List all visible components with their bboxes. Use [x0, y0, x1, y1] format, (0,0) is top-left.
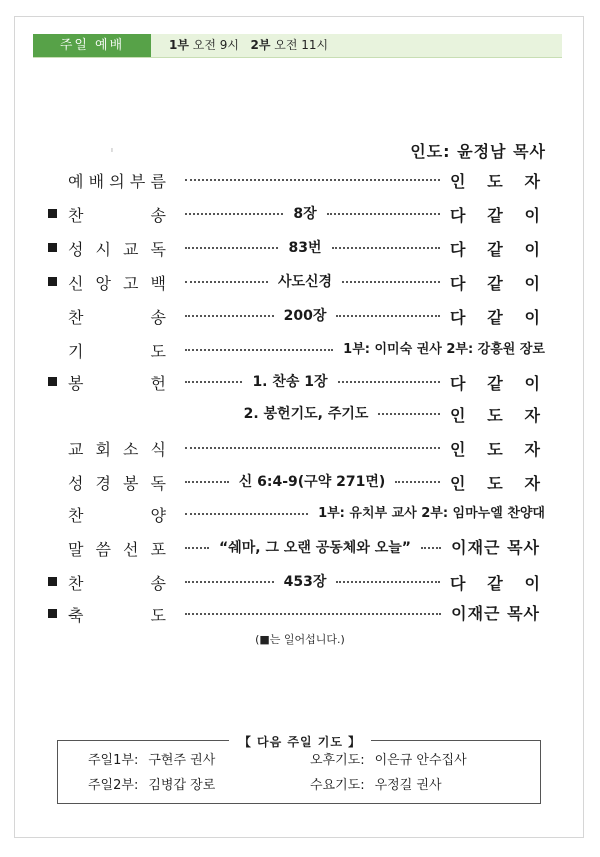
order-item-leader-char: 이	[524, 373, 540, 393]
prayer-entry-label: 주일2부:	[88, 778, 139, 793]
order-item-leader-char: 같	[487, 373, 503, 393]
order-item-leader-char: 같	[487, 307, 503, 327]
order-item-leader: 1부: 유치부 교사 2부: 임마누엘 찬양대	[318, 506, 545, 521]
order-row	[0, 163, 600, 197]
order-row	[0, 231, 600, 265]
order-item-leader-char: 같	[487, 273, 503, 293]
order-item-name-char: 도	[150, 605, 166, 625]
prayer-entry	[88, 752, 215, 770]
order-row	[0, 597, 600, 631]
dotted-leader	[185, 213, 283, 215]
order-item-name-char: 고	[123, 273, 139, 293]
order-item-name-char: 송	[150, 205, 166, 225]
order-item-leader	[450, 365, 540, 399]
prayer-entry-label: 오후기도:	[310, 753, 365, 768]
order-item-name-char: 백	[150, 273, 166, 293]
order-item-name	[68, 465, 166, 499]
order-item-leader-char: 다	[450, 373, 466, 393]
order-item-name	[68, 163, 166, 197]
order-item-leader-char: 자	[524, 405, 540, 425]
order-item-leader	[450, 465, 540, 499]
order-item-leader: 이재근 목사	[451, 538, 540, 557]
order-item-name-char: 기	[68, 341, 84, 361]
order-item-leader-char: 다	[450, 573, 466, 593]
part1-time: 오전 9시	[192, 38, 240, 52]
order-item-leader-char: 이	[524, 573, 540, 593]
order-item-leader-char: 자	[524, 439, 540, 459]
order-item-leader-char: 이	[524, 205, 540, 225]
order-item-leader	[450, 299, 540, 333]
order-item-leader-char: 인	[450, 473, 466, 493]
order-item-leader-char: 같	[487, 205, 503, 225]
order-item-detail: 83번	[288, 240, 322, 256]
order-item-name	[68, 365, 166, 399]
order-item-name-char: 포	[150, 539, 166, 559]
order-item-name	[68, 497, 166, 531]
order-item-name-char: 신	[68, 273, 84, 293]
prayer-entry	[310, 752, 467, 770]
prayer-title	[0, 731, 600, 750]
order-item-leader-char: 도	[487, 439, 503, 459]
order-item-name-char: 찬	[68, 205, 84, 225]
dotted-leader	[185, 179, 440, 181]
order-item-detail: 사도신경	[277, 274, 333, 290]
order-item-name-char: 예	[68, 171, 84, 191]
prayer-entry-value: 김병갑 장로	[148, 778, 216, 793]
order-item-leader-char: 이	[524, 239, 540, 259]
order-item-name-char: 시	[95, 239, 111, 259]
standing-bullet	[48, 377, 57, 386]
order-item-name-char: 양	[150, 505, 166, 525]
order-item-leader-char: 이	[524, 307, 540, 327]
order-item-leader	[450, 197, 540, 231]
order-item-leader-char: 같	[487, 239, 503, 259]
leader-line: 인도: 윤정남 목사	[410, 142, 546, 161]
order-item-name	[68, 265, 166, 299]
order-item-detail: 8장	[293, 206, 317, 222]
order-row	[0, 265, 600, 299]
order-item-leader-char: 다	[450, 307, 466, 327]
order-item-name-char: 도	[150, 341, 166, 361]
order-item-leader-char: 도	[487, 171, 503, 191]
order-item-name-char: 경	[95, 473, 111, 493]
order-item-name-char: 찬	[68, 505, 84, 525]
part1-label: 1부	[169, 38, 189, 52]
dotted-leader	[185, 447, 440, 449]
part2-time: 오전 11시	[274, 38, 329, 52]
order-item-name-char: 봉	[68, 373, 84, 393]
order-item-name-char: 송	[150, 307, 166, 327]
part2-label: 2부	[250, 38, 271, 52]
service-title: 주일 예배	[33, 34, 151, 57]
order-item-name-char: 독	[150, 239, 166, 259]
order-item-leader-char: 인	[450, 171, 466, 191]
stray-mark: ı	[111, 146, 113, 154]
order-item-name	[68, 299, 166, 333]
order-item-name-char: 말	[68, 539, 84, 559]
dotted-leader	[185, 613, 441, 615]
dotted-leader	[185, 481, 229, 483]
standing-bullet	[48, 609, 57, 618]
prayer-entry-label: 주일1부:	[88, 753, 139, 768]
prayer-entry	[88, 777, 215, 795]
order-item-detail: 2. 봉헌기도, 주기도	[243, 406, 369, 422]
order-item-leader-char: 같	[487, 573, 503, 593]
order-item-name-char: 회	[95, 439, 111, 459]
order-item-name	[68, 231, 166, 265]
order-item-name-char: 독	[150, 473, 166, 493]
order-item-name	[68, 197, 166, 231]
order-item-name-char: 소	[123, 439, 139, 459]
dotted-leader	[327, 213, 440, 215]
order-item-name-char: 성	[68, 473, 84, 493]
standing-bullet	[48, 209, 57, 218]
order-item-name-char: 교	[123, 239, 139, 259]
prayer-entry-value: 이은규 안수집사	[374, 753, 467, 768]
order-item-leader-char: 다	[450, 205, 466, 225]
order-row	[0, 397, 600, 431]
dotted-leader	[336, 315, 440, 317]
order-item-name	[68, 597, 166, 631]
prayer-entry-value: 구현주 권사	[148, 753, 216, 768]
prayer-entry-label: 수요기도:	[310, 778, 365, 793]
order-item-name-char: 찬	[68, 307, 84, 327]
order-item-name-char: 의	[109, 171, 125, 191]
order-item-leader-char: 인	[450, 405, 466, 425]
order-row	[0, 333, 600, 367]
order-item-leader	[450, 163, 540, 197]
order-item-name-char: 봉	[123, 473, 139, 493]
order-item-leader-char: 도	[487, 473, 503, 493]
standing-bullet	[48, 243, 57, 252]
dotted-leader	[338, 381, 440, 383]
dotted-leader	[378, 413, 440, 415]
order-item-name	[68, 431, 166, 465]
order-row	[0, 465, 600, 499]
dotted-leader	[185, 315, 274, 317]
order-item-name-char: 성	[68, 239, 84, 259]
header-bar	[33, 34, 562, 58]
dotted-leader	[185, 513, 308, 515]
order-row	[0, 299, 600, 333]
order-item-leader: 이재근 목사	[451, 604, 540, 623]
order-item-detail: 1. 찬송 1장	[252, 374, 328, 390]
order-item-name-char: 름	[150, 171, 166, 191]
order-item-name	[68, 531, 166, 565]
order-item-detail: 200장	[283, 308, 327, 324]
standing-note: (■는 일어섭니다.)	[255, 633, 345, 646]
dotted-leader	[185, 349, 333, 351]
order-item-leader: 1부: 이미숙 권사 2부: 강흥원 장로	[343, 342, 545, 357]
order-item-name-char: 식	[150, 439, 166, 459]
dotted-leader	[395, 481, 440, 483]
order-row	[0, 197, 600, 231]
dotted-leader	[185, 247, 278, 249]
order-row	[0, 531, 600, 565]
order-item-leader	[450, 265, 540, 299]
order-item-name-char: 축	[68, 605, 84, 625]
order-item-leader	[450, 431, 540, 465]
order-item-detail: “쉐마, 그 오랜 공동체와 오늘”	[219, 540, 411, 556]
order-item-leader-char: 다	[450, 239, 466, 259]
dotted-leader	[185, 547, 209, 549]
order-item-name-char: 앙	[95, 273, 111, 293]
dotted-leader	[185, 581, 274, 583]
order-item-name-char: 교	[68, 439, 84, 459]
prayer-entry	[310, 777, 442, 795]
order-item-leader-char: 다	[450, 273, 466, 293]
order-item-name-char: 송	[150, 573, 166, 593]
dotted-leader	[342, 281, 440, 283]
order-item-detail: 신 6:4-9(구약 271면)	[238, 474, 386, 490]
standing-bullet	[48, 577, 57, 586]
order-item-name-char: 헌	[150, 373, 166, 393]
order-item-name-char: 부	[129, 171, 146, 191]
order-row	[0, 365, 600, 399]
order-item-leader	[450, 397, 540, 431]
order-item-leader-char: 자	[524, 473, 540, 493]
order-item-leader-char: 이	[524, 273, 540, 293]
order-item-leader	[450, 565, 540, 599]
order-item-name-char: 찬	[68, 573, 84, 593]
dotted-leader	[332, 247, 440, 249]
order-item-name-char: 씀	[95, 539, 111, 559]
dotted-leader	[185, 281, 268, 283]
dotted-leader	[421, 547, 441, 549]
order-row	[0, 497, 600, 531]
order-item-leader-char: 자	[524, 171, 540, 191]
order-item-name-char: 배	[88, 171, 105, 191]
order-item-leader	[450, 231, 540, 265]
order-item-name	[68, 565, 166, 599]
order-item-leader-char: 인	[450, 439, 466, 459]
order-item-detail: 453장	[283, 574, 327, 590]
prayer-entry-value: 우정길 권사	[374, 778, 442, 793]
order-item-leader-char: 도	[487, 405, 503, 425]
prayer-title-text: 【 다음 주일 기도 】	[229, 735, 371, 749]
order-row	[0, 565, 600, 599]
order-item-name	[68, 333, 166, 367]
service-times	[169, 34, 328, 57]
standing-bullet	[48, 277, 57, 286]
dotted-leader	[185, 381, 242, 383]
order-item-name-char: 선	[123, 539, 139, 559]
order-row	[0, 431, 600, 465]
dotted-leader	[336, 581, 440, 583]
